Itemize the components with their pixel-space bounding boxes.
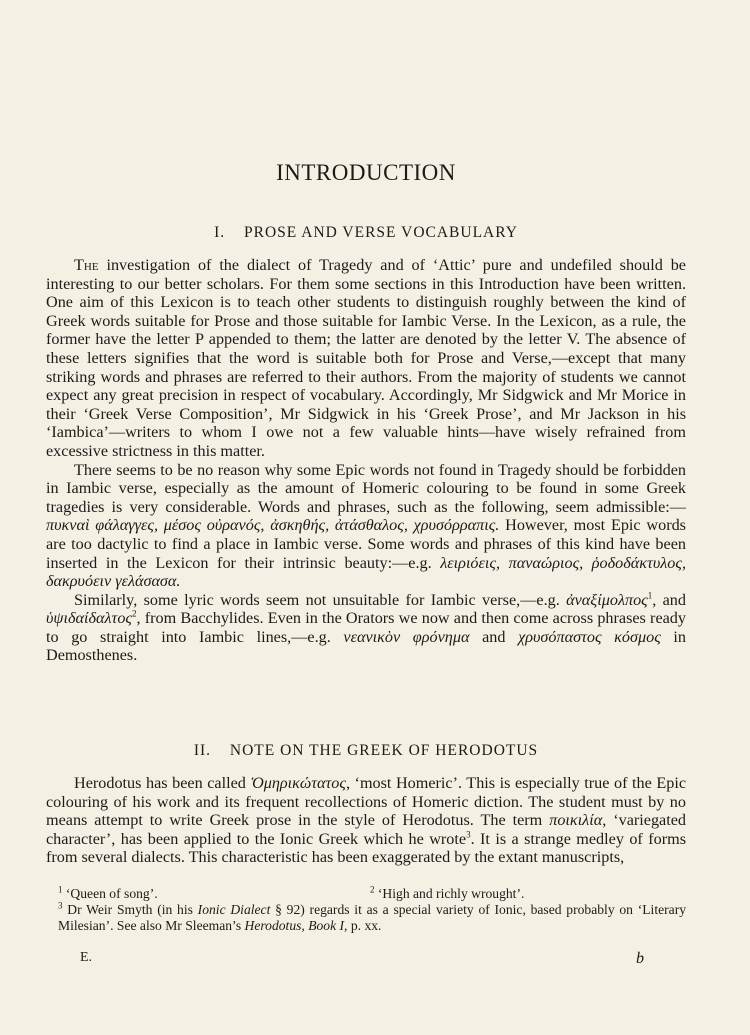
- paragraph-text: However, most Epic words are too dactylic to find a place in Iambic verse. Some words and phrases of this kind have been inserted in the Lexicon for their intrinsic beauty:—e.g.: [46, 516, 686, 572]
- greek-text: ἀναξίμολπος: [566, 590, 648, 609]
- paragraph-text: Similarly, some lyric words seem not unsuitable for Iambic verse,—e.g.: [74, 590, 567, 609]
- page-title: INTRODUCTION: [276, 160, 456, 185]
- footnote-row: [46, 886, 686, 902]
- footnote-italic: Herodotus, Book I,: [244, 918, 348, 933]
- lead-word: The: [74, 256, 99, 274]
- footnote-ref: 2: [132, 608, 137, 619]
- footnote-text: p. xx.: [347, 918, 382, 933]
- footnote-2: [358, 886, 686, 902]
- section-1-body: [46, 256, 686, 665]
- footnote-text: § 92) regards it as a special variety of Ionic, based probably on ‘Literary Milesian’. See also Mr Sleeman’s: [58, 902, 687, 933]
- greek-text: πυκναὶ φάλαγγες, μέσος οὐρανός, ἀσκηθής, ἀτάσθαλος, χρυσόρραπις.: [46, 516, 500, 535]
- section-2-heading: [46, 742, 686, 760]
- footnote-ref: 3: [466, 829, 471, 840]
- paragraph-text: in Demosthenes.: [46, 627, 687, 665]
- paragraph-text: and: [469, 627, 519, 646]
- paragraph-text: investigation of the dialect of Tragedy and of ‘Attic’ pure and undefiled should be interesting to our better scholars. For them some sections in this Introduction have been written. One aim of this Lexicon is to teach other students to distinguish roughly between the kind of Greek words suitable for Prose and those suitable for Iambic Verse. In the Lexicon, as a rule, the former have the letter P appended to them; the latter are denoted by the letter V. The absence of these letters signifies that the word is suitable both for Prose and Verse,—except that many striking words and phrases are referred to their authors. From the majority of students we cannot expect any great precision in respect of vocabulary. Accordingly, Mr Sidgwick and Mr Morice in their ‘Greek Verse Composition’, Mr Sidgwick in his ‘Greek Prose’, and Mr Jackson in his ‘Iambica’—writers to whom I owe not a few valuable hints—have wisely refrained from excessive strictness in this matter.: [46, 256, 686, 460]
- paragraph-text: . It is a strange medley of forms from several dialects. This characteristic has been exaggerated by the extant manuscripts,: [46, 829, 686, 867]
- footnote-text: ‘High and richly wrought’.: [377, 886, 525, 901]
- footnote-text: Dr Weir Smyth (in his: [67, 902, 198, 917]
- section-1-heading: [46, 224, 686, 242]
- footnote-1: [46, 886, 358, 902]
- greek-text: λειριόεις, παναώριος, ῥοδοδάκτυλος, δακρυόειν γελάσασα.: [46, 553, 687, 591]
- signature-mark: E.: [80, 950, 93, 965]
- section-2-number: II.: [193, 742, 212, 759]
- greek-text: Ὁμηρικώτατος: [250, 774, 346, 792]
- footnote-ref: 1: [647, 590, 653, 601]
- footnote-mark: 3: [58, 900, 63, 911]
- paragraph: [46, 591, 686, 665]
- section-2-title: NOTE ON THE GREEK OF HERODOTUS: [229, 742, 539, 759]
- greek-text: νεανικὸν φρόνημα: [343, 627, 470, 646]
- paragraph-text: , ‘variegated character’, has been applied to the Ionic Greek which he wrote: [46, 811, 687, 848]
- footnote-italic: Ionic Dialect: [197, 902, 271, 917]
- section-1-title: PROSE AND VERSE VOCABULARY: [244, 224, 518, 241]
- paragraph: [46, 256, 686, 461]
- paragraph-text: , and: [652, 590, 686, 609]
- paragraph-text: , from Bacchylides. Even in the Orators we now and then come across phrases ready to go straight into Iambic lines,—e.g.: [46, 609, 686, 646]
- paragraph-text: Herodotus has been called: [74, 774, 251, 792]
- greek-text: ποικιλία: [549, 811, 603, 830]
- footnote-text: ‘Queen of song’.: [65, 886, 158, 901]
- section-1-number: I.: [214, 224, 226, 241]
- sheet-mark: b: [636, 950, 644, 967]
- paragraph: [46, 461, 686, 591]
- greek-text: χρυσόπαστος κόσμος: [518, 627, 661, 646]
- paragraph: [46, 774, 686, 867]
- footnote-mark: 2: [370, 884, 375, 895]
- section-2-body: [46, 774, 686, 867]
- footnote-3: [46, 902, 686, 934]
- paragraph-text: , ‘most Homeric’. This is especially true of the Epic colouring of his work and its frequent recollections of Homeric diction. The student must by no means attempt to write Greek prose in the style of Herodotus. The term: [46, 774, 686, 830]
- paragraph-text: There seems to be no reason why some Epic words not found in Tragedy should be forbidden in Iambic verse, especially as the amount of Homeric colouring to be found in some Greek tragedies is very considerable. Words and phrases, such as the following, seem admissible:—: [46, 460, 686, 516]
- footnote-mark: 1: [58, 884, 63, 895]
- greek-text: ὑψιδαίδαλτος: [46, 609, 132, 628]
- footnotes: [46, 886, 686, 934]
